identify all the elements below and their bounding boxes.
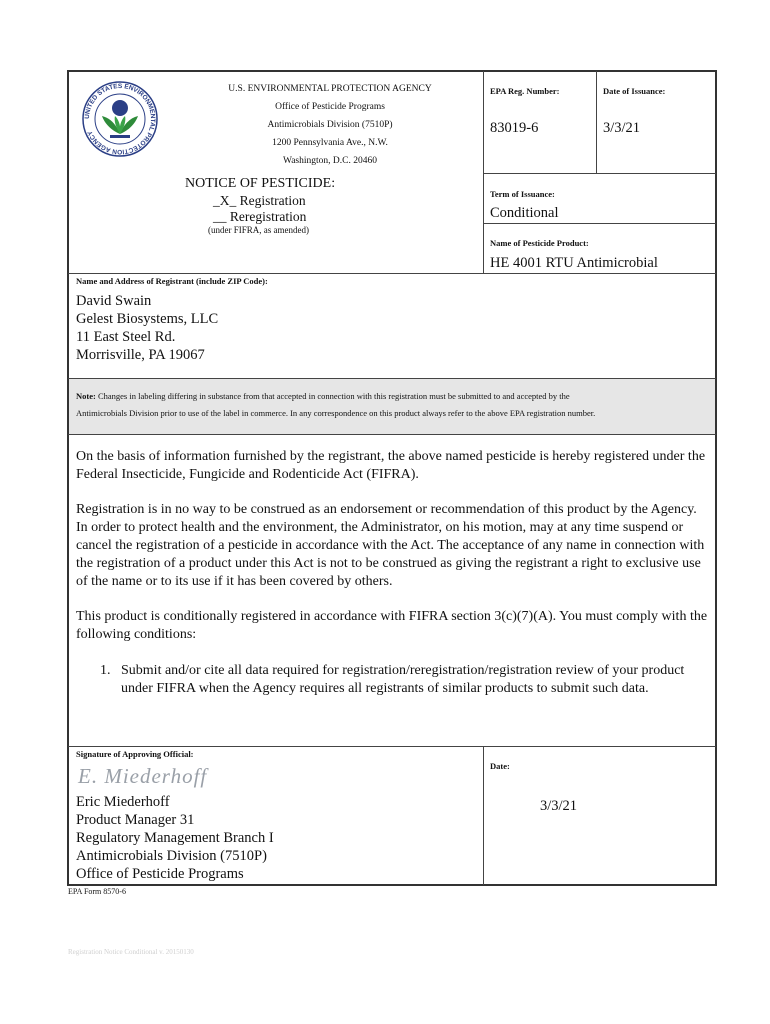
official-branch: Regulatory Management Branch I xyxy=(76,830,274,846)
paragraph-conditional: This product is conditionally registered in accordance with FIFRA section 3(c)(7)(A). You must comply with the following conditions: xyxy=(76,609,708,642)
divider xyxy=(68,746,716,747)
registrant-contact: David Swain xyxy=(76,293,152,309)
agency-division: Antimicrobials Division (7510P) xyxy=(267,120,393,130)
reg-number-value: 83019-6 xyxy=(490,120,539,136)
epa-seal-icon xyxy=(80,78,160,160)
term-label: Term of Issuance: xyxy=(490,189,555,199)
agency-office: Office of Pesticide Programs xyxy=(275,102,385,112)
registrant-company: Gelest Biosystems, LLC xyxy=(76,311,219,327)
official-block xyxy=(76,793,274,883)
registration-option: _X_ Registration xyxy=(213,193,306,208)
registrant-city: Morrisville, PA 19067 xyxy=(76,347,205,363)
agency-block xyxy=(190,80,470,170)
note-label: Note: xyxy=(76,391,96,401)
signature-date-label: Date: xyxy=(490,761,510,771)
product-name-label: Name of Pesticide Product: xyxy=(490,238,589,248)
reregistration-option: __ Reregistration xyxy=(213,209,307,224)
condition-number: 1. xyxy=(100,663,111,678)
official-title: Product Manager 31 xyxy=(76,812,195,828)
divider xyxy=(68,434,716,435)
agency-name: U.S. ENVIRONMENTAL PROTECTION AGENCY xyxy=(228,84,432,94)
agency-city: Washington, D.C. 20460 xyxy=(283,156,377,166)
divider xyxy=(68,378,716,379)
divider xyxy=(483,223,716,224)
paragraph-basis: On the basis of information furnished by the registrant, the above named pesticide is hereby registered under the Federal Insecticide, Fungicide and Rodenticide Act (FIFRA). xyxy=(76,449,706,482)
term-value: Conditional xyxy=(490,205,559,221)
divider xyxy=(483,71,484,273)
registrant-street: 11 East Steel Rd. xyxy=(76,329,176,345)
official-name: Eric Miederhoff xyxy=(76,794,170,810)
product-name-value: HE 4001 RTU Antimicrobial xyxy=(490,255,658,271)
note-line-2: Antimicrobials Division prior to use of the label in commerce. In any correspondence on this product always refer to the above EPA registration number. xyxy=(76,408,596,418)
signature-date-value: 3/3/21 xyxy=(540,798,578,814)
registrant-address xyxy=(76,292,218,364)
faint-footer: Registration Notice Conditional v. 20150130 xyxy=(68,948,194,956)
issuance-date-label: Date of Issuance: xyxy=(603,86,666,96)
divider xyxy=(596,71,597,173)
reg-number-label: EPA Reg. Number: xyxy=(490,86,560,96)
under-fifra-note: (under FIFRA, as amended) xyxy=(208,225,309,235)
issuance-date-value: 3/3/21 xyxy=(603,120,641,136)
labeling-note xyxy=(76,388,712,422)
form-number: EPA Form 8570-6 xyxy=(68,887,126,896)
divider xyxy=(68,273,716,274)
signature-label: Signature of Approving Official: xyxy=(76,749,194,759)
paragraph-endorsement: Registration is in no way to be construed as an endorsement or recommendation of this product by the Agency. In order to protect health and the environment, the Administrator, on his motion, may at any time suspend or cancel the registration of a pesticide in accordance with the Act. The acceptance of any name in connection with the registration of a product under this Act is not to be construed as giving the registrant a right to exclusive use of the name or to its use if it has been covered by others. xyxy=(76,502,705,589)
divider xyxy=(483,746,484,885)
official-division: Antimicrobials Division (7510P) xyxy=(76,848,267,864)
notice-title: NOTICE OF PESTICIDE: xyxy=(185,176,336,191)
handwritten-signature: E. Miederhoff xyxy=(78,764,208,788)
registrant-label: Name and Address of Registrant (include ZIP Code): xyxy=(76,276,268,286)
agency-street: 1200 Pennsylvania Ave., N.W. xyxy=(272,138,388,148)
divider xyxy=(483,173,716,174)
condition-text: Submit and/or cite all data required for registration/reregistration/registration review of your product under FIFRA when the Agency requires all registrants of similar products to submit such data. xyxy=(121,663,685,696)
note-line-1: Changes in labeling differing in substance from that accepted in connection with this registration must be submitted to and accepted by the xyxy=(97,391,570,401)
svg-text:UNITED STATES ENVIRONMENTAL PR: UNITED STATES ENVIRONMENTAL PROTECTION AGENCY xyxy=(83,82,157,156)
official-office: Office of Pesticide Programs xyxy=(76,866,244,882)
